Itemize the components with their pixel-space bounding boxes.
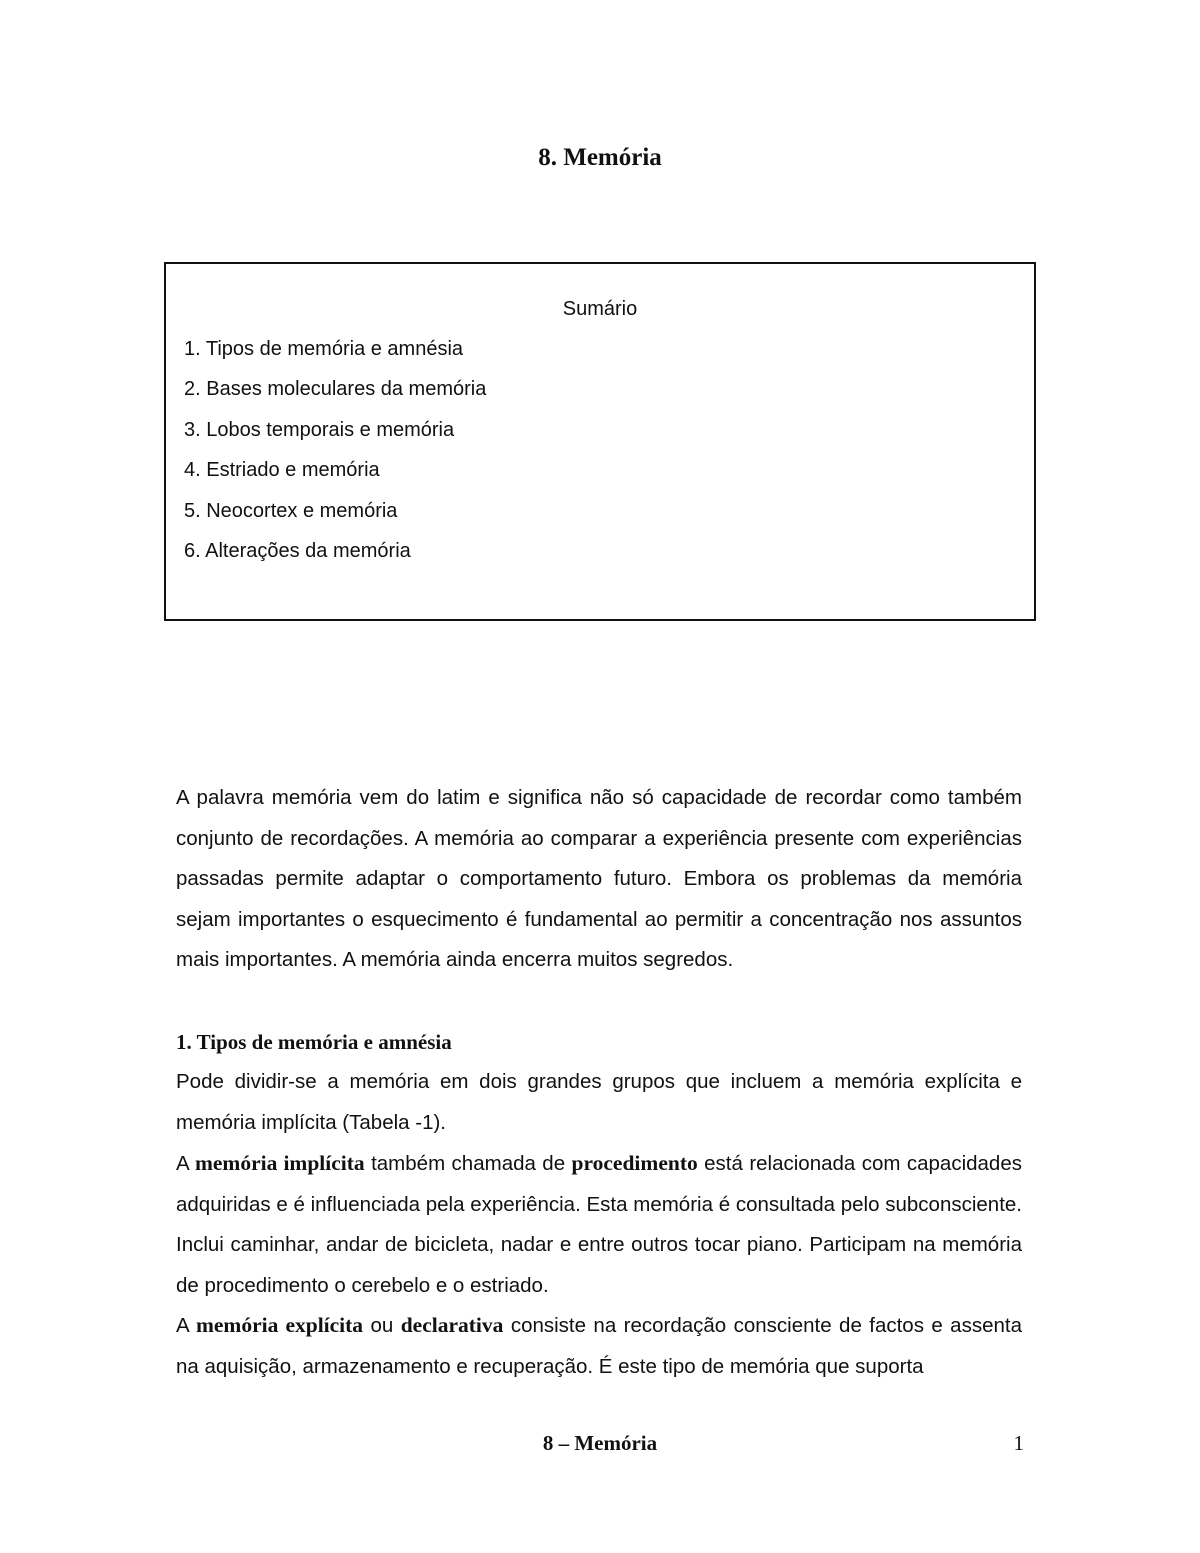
paragraph-memory-groups: Pode dividir-se a memória em dois grandes grupos que incluem a memória explícita e memória implícita (Tabela -1). bbox=[176, 1070, 1022, 1134]
paragraph-implicit-memory bbox=[176, 1143, 1022, 1306]
intro-paragraph: A palavra memória vem do latim e significa não só capacidade de recordar como também conjunto de recordações. A memória ao comparar a experiência presente com experiências passadas permite adaptar o comportamento futuro. Embora os problemas da memória sejam importantes o esquecimento é fundamental ao permitir a concentração nos assuntos mais importantes. A memória ainda encerra muitos segredos. bbox=[176, 786, 1022, 972]
summary-item: 4. Estriado e memória bbox=[184, 459, 380, 482]
summary-item: 6. Alterações da memória bbox=[184, 539, 411, 562]
summary-item: 2. Bases moleculares da memória bbox=[184, 378, 487, 401]
text-run: também chamada de bbox=[364, 1152, 572, 1175]
summary-list bbox=[184, 334, 486, 576]
text-run: A bbox=[176, 1152, 195, 1175]
text-run: A bbox=[176, 1314, 196, 1337]
page-title: 8. Memória bbox=[538, 144, 662, 171]
summary-item: 3. Lobos temporais e memória bbox=[184, 418, 455, 441]
summary-box bbox=[164, 262, 1036, 621]
text-run: está relacionada com capacidades adquiridas e é influenciada pela experiência. Esta memória é consultada pelo subconsciente. Inclui caminhar, andar de bicicleta, nadar e entre outros tocar piano. Participam na memória de procedimento o cerebelo e o estriado. bbox=[176, 1152, 1022, 1297]
bold-term: declarativa bbox=[400, 1313, 504, 1337]
section-heading: 1. Tipos de memória e amnésia bbox=[176, 1030, 452, 1054]
summary-item: 5. Neocortex e memória bbox=[184, 499, 398, 522]
bold-term: procedimento bbox=[571, 1151, 698, 1175]
summary-item: 1. Tipos de memória e amnésia bbox=[184, 338, 464, 360]
paragraph-explicit-memory bbox=[176, 1305, 1022, 1387]
text-run: ou bbox=[363, 1314, 401, 1337]
bold-term: memória explícita bbox=[195, 1313, 364, 1337]
bold-term: memória implícita bbox=[194, 1151, 365, 1175]
page-number: 1 bbox=[1013, 1431, 1024, 1455]
text-run: consiste na recordação consciente de factos e assenta na aquisição, armazenamento e recuperação. É este tipo de memória que suporta bbox=[176, 1314, 1022, 1378]
footer-title: 8 – Memória bbox=[542, 1431, 658, 1455]
summary-heading: Sumário bbox=[562, 298, 638, 320]
